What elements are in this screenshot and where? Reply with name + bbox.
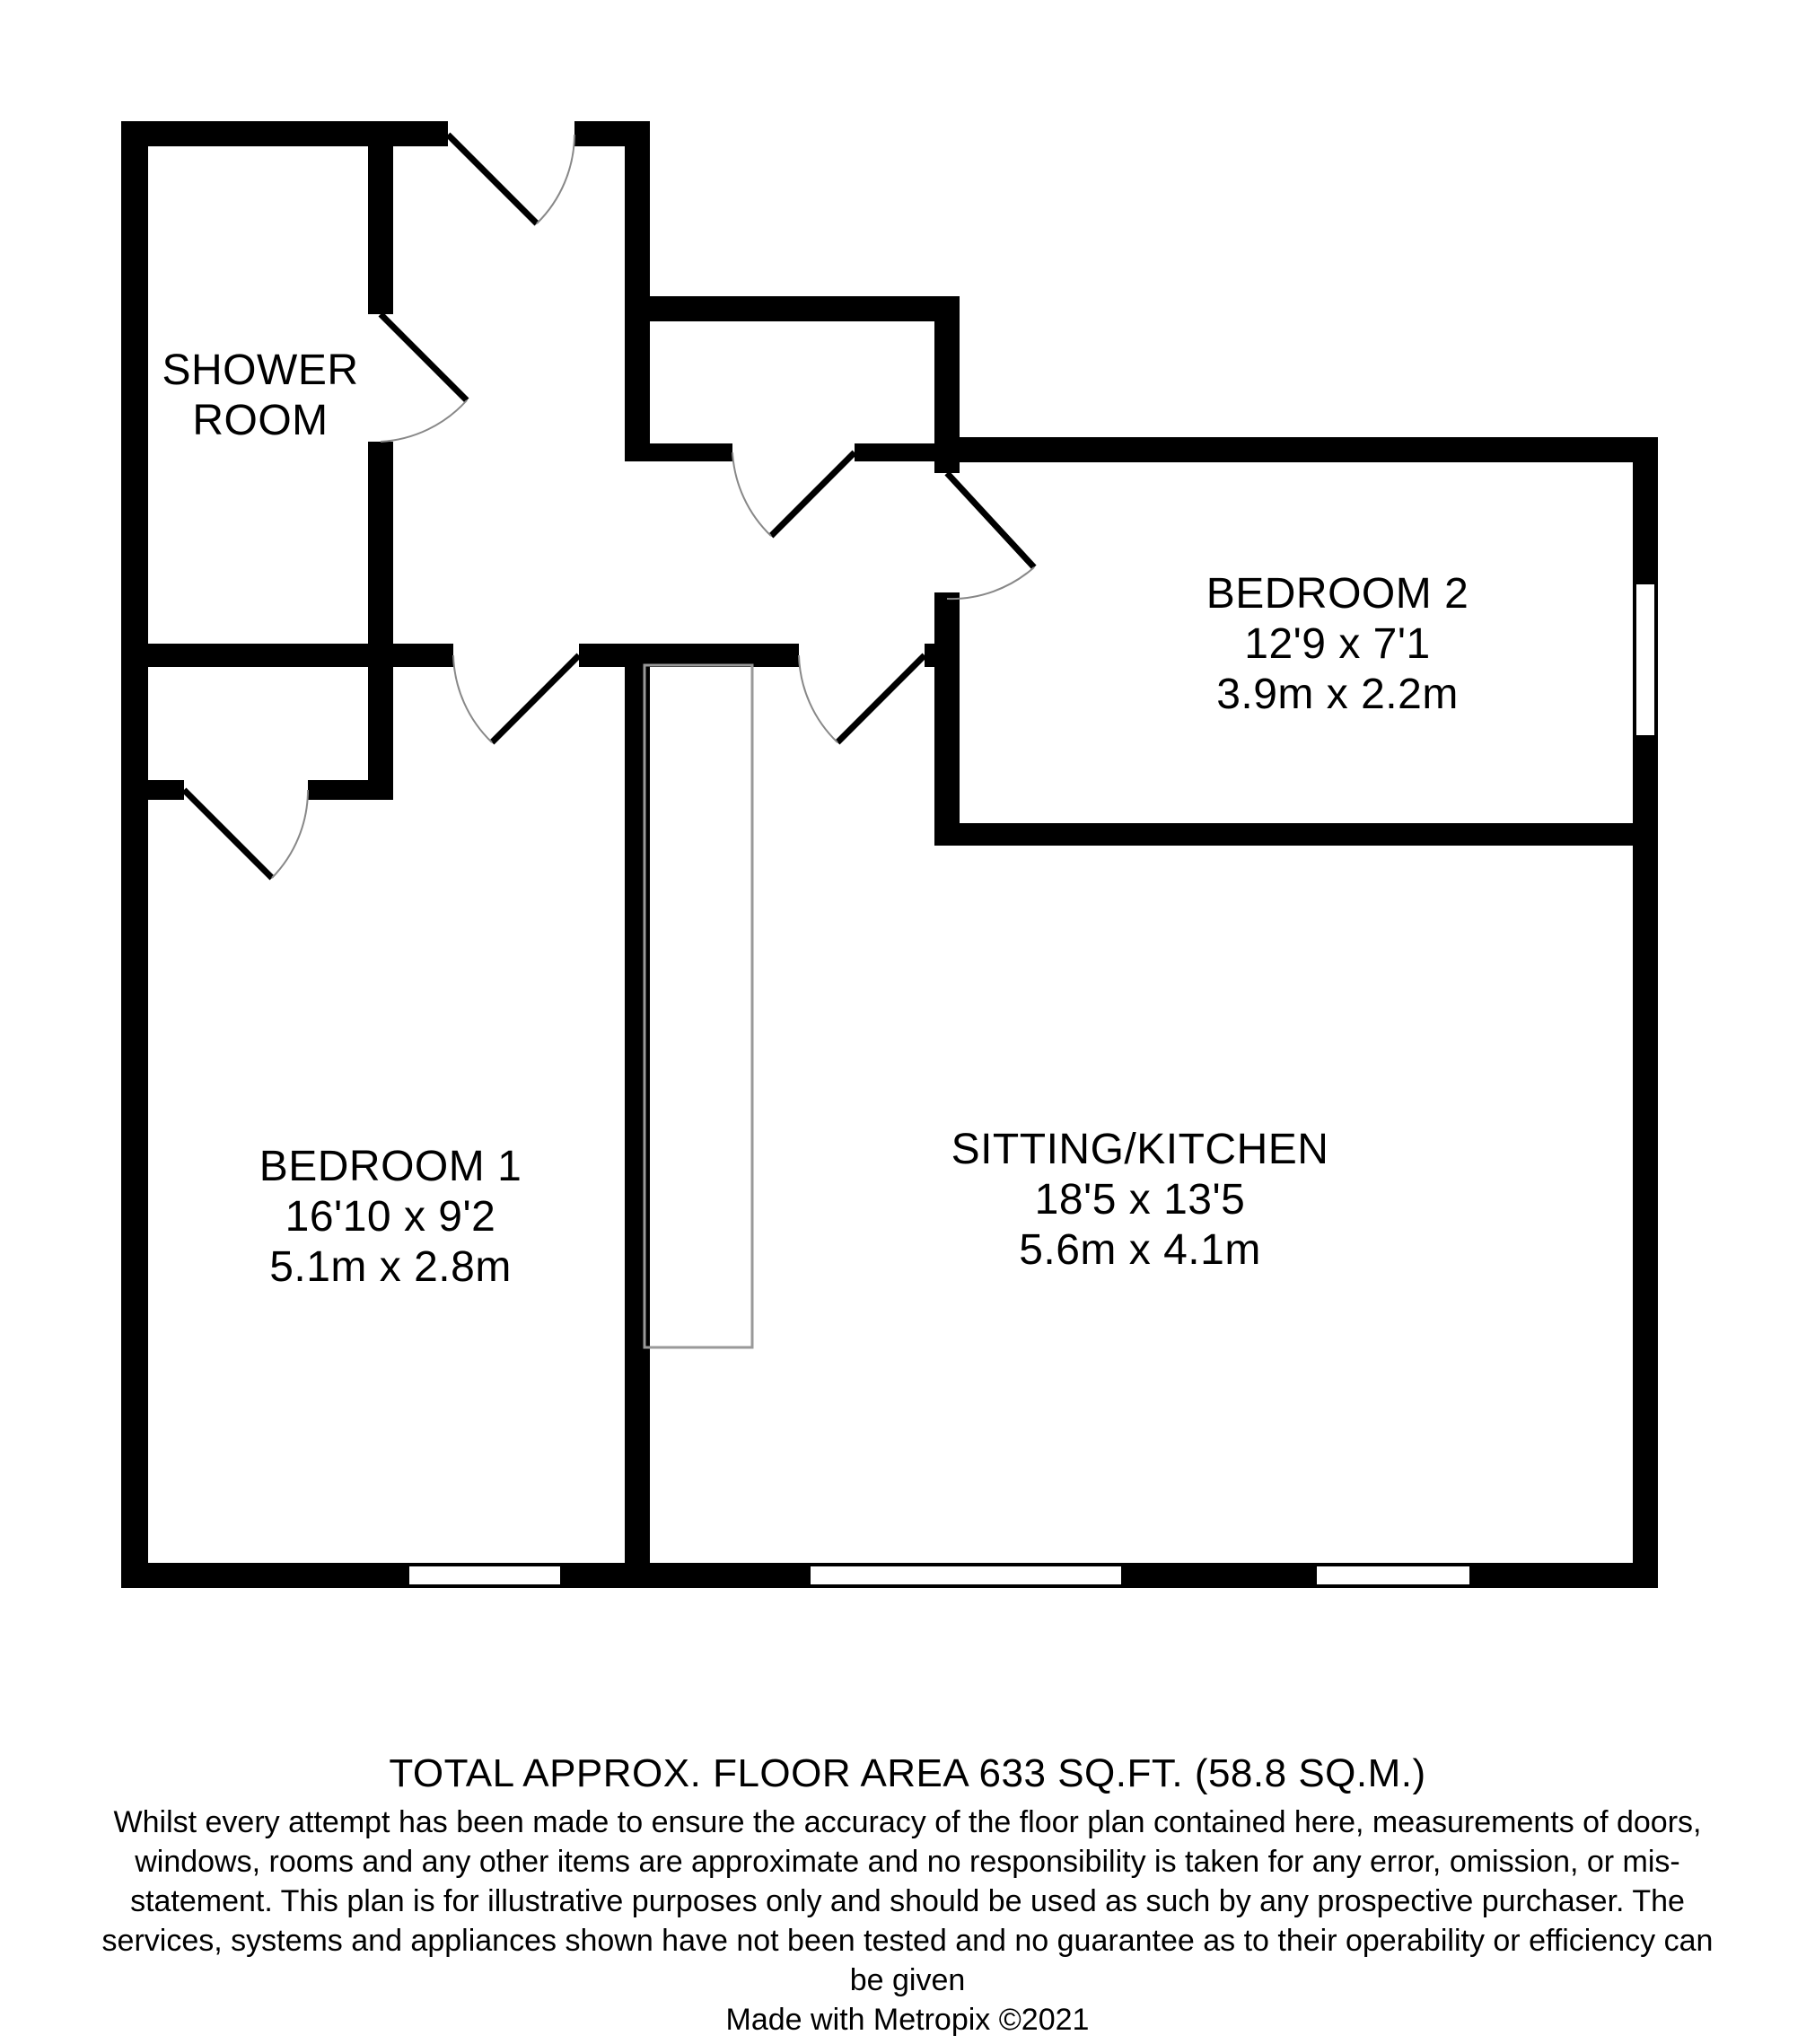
- window-bedroom1: [408, 1566, 561, 1585]
- bedroom-1-imperial: 16'10 x 9'2: [285, 1193, 496, 1241]
- doors: [184, 135, 1034, 878]
- bedroom-1-label: [193, 1142, 588, 1293]
- sitting-kitchen-metric: 5.6m x 4.1m: [1019, 1226, 1261, 1274]
- windows: [408, 583, 1655, 1585]
- shower-room-name-line1: SHOWER: [162, 347, 359, 394]
- total-floor-area: TOTAL APPROX. FLOOR AREA 633 SQ.FT. (58.8 SQ.M.): [389, 1751, 1426, 1795]
- walls: [121, 121, 1658, 1588]
- bedroom-2-label: [1113, 569, 1562, 720]
- window-bedroom2: [1635, 583, 1655, 736]
- shower-room-name-line2: ROOM: [192, 397, 329, 444]
- bedroom-1-metric: 5.1m x 2.8m: [269, 1243, 512, 1291]
- footer: [0, 1749, 1815, 2040]
- sitting-kitchen-imperial: 18'5 x 13'5: [1034, 1176, 1246, 1224]
- bedroom-2-metric: 3.9m x 2.2m: [1216, 671, 1459, 718]
- kitchen-counter: [644, 665, 752, 1347]
- shower-room-label: [126, 346, 395, 446]
- window-sitting-1: [810, 1566, 1122, 1585]
- bedroom-1-name: BEDROOM 1: [259, 1143, 522, 1190]
- bedroom-2-imperial: 12'9 x 7'1: [1244, 620, 1431, 668]
- bedroom-2-name: BEDROOM 2: [1206, 570, 1469, 618]
- disclaimer-text: Whilst every attempt has been made to ensure the accuracy of the floor plan contained here, measurements of doors, windows, rooms and any other items are approximate and no responsibility is taken for any error, omission, or mis-statement. This plan is for illustrative purposes only and should be used as such by any prospective purchaser. The services, systems and appliances shown have not been tested and no guarantee as to their operability or efficiency can be given: [101, 1805, 1714, 1997]
- sitting-kitchen-label: [898, 1125, 1382, 1276]
- window-sitting-2: [1316, 1566, 1470, 1585]
- credit-text: Made with Metropix ©2021: [725, 2003, 1090, 2037]
- sitting-kitchen-name: SITTING/KITCHEN: [951, 1126, 1329, 1173]
